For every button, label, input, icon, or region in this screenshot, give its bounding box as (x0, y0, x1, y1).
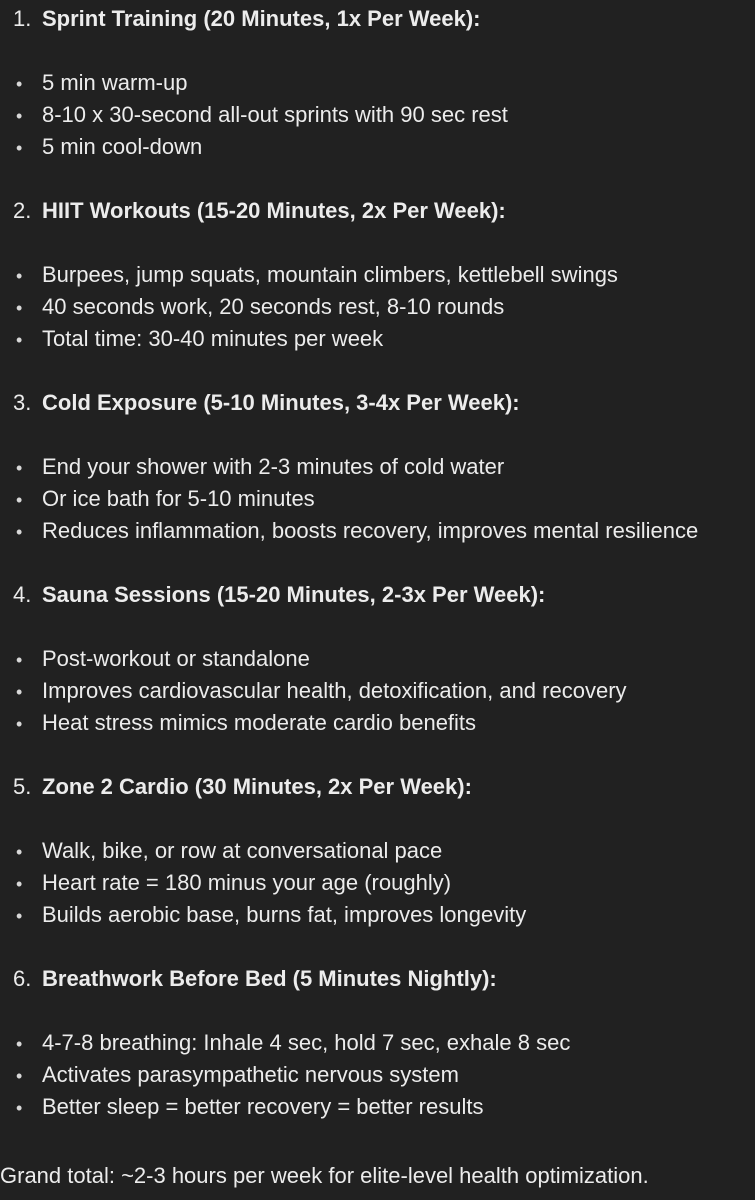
bullet-list (0, 67, 755, 163)
list-item-text: 8-10 x 30-second all-out sprints with 90 sec rest (42, 102, 508, 127)
list-item (0, 1059, 755, 1091)
bullet-dot-icon: • (16, 74, 23, 94)
list-item-text: End your shower with 2-3 minutes of cold water (42, 454, 505, 479)
list-item (0, 131, 755, 163)
list-item-text: Improves cardiovascular health, detoxification, and recovery (42, 678, 627, 703)
section-heading (0, 3, 755, 35)
section-title: HIIT Workouts (15-20 Minutes, 2x Per Week): (42, 198, 506, 223)
list-item-text: Activates parasympathetic nervous system (42, 1062, 459, 1087)
list-item (0, 451, 755, 483)
list-item-text: 5 min warm-up (42, 70, 188, 95)
list-item-text: Total time: 30-40 minutes per week (42, 326, 384, 351)
section-heading (0, 387, 755, 419)
list-item (0, 867, 755, 899)
bullet-dot-icon: • (16, 682, 23, 702)
list-item-text: Better sleep = better recovery = better results (42, 1094, 484, 1119)
list-item-text: Burpees, jump squats, mountain climbers, kettlebell swings (42, 262, 618, 287)
list-item-text: Builds aerobic base, burns fat, improves longevity (42, 902, 527, 927)
list-item (0, 291, 755, 323)
section-number: 2. (13, 198, 32, 223)
bullet-dot-icon: • (16, 842, 23, 862)
section-heading (0, 963, 755, 995)
bullet-dot-icon: • (16, 1066, 23, 1086)
list-item (0, 515, 755, 547)
bullet-dot-icon: • (16, 330, 23, 350)
bullet-dot-icon: • (16, 490, 23, 510)
bullet-dot-icon: • (16, 522, 23, 542)
list-item-text: 5 min cool-down (42, 134, 203, 159)
section-title: Breathwork Before Bed (5 Minutes Nightly): (42, 966, 497, 991)
list-item (0, 1091, 755, 1123)
section-number: 4. (13, 582, 32, 607)
section-number: 3. (13, 390, 32, 415)
bullet-dot-icon: • (16, 906, 23, 926)
section-breathwork (0, 963, 755, 1123)
list-item (0, 323, 755, 355)
list-item (0, 835, 755, 867)
section-cold-exposure (0, 387, 755, 547)
bullet-dot-icon: • (16, 266, 23, 286)
bullet-dot-icon: • (16, 874, 23, 894)
list-item (0, 707, 755, 739)
list-item-text: Walk, bike, or row at conversational pace (42, 838, 443, 863)
section-title: Zone 2 Cardio (30 Minutes, 2x Per Week): (42, 774, 472, 799)
message-content (0, 3, 755, 1155)
section-title: Cold Exposure (5-10 Minutes, 3-4x Per Week): (42, 390, 520, 415)
bullet-dot-icon: • (16, 458, 23, 478)
section-number: 6. (13, 966, 32, 991)
list-item (0, 899, 755, 931)
list-item-text: Reduces inflammation, boosts recovery, improves mental resilience (42, 518, 699, 543)
bullet-dot-icon: • (16, 1098, 23, 1118)
list-item (0, 259, 755, 291)
list-item-text: 40 seconds work, 20 seconds rest, 8-10 rounds (42, 294, 505, 319)
list-item (0, 99, 755, 131)
bullet-dot-icon: • (16, 106, 23, 126)
list-item (0, 643, 755, 675)
section-sauna-sessions (0, 579, 755, 739)
section-heading (0, 771, 755, 803)
section-heading (0, 195, 755, 227)
section-zone-2-cardio (0, 771, 755, 931)
grand-total-summary: Grand total: ~2-3 hours per week for elite-level health optimization. (0, 1163, 649, 1188)
bullet-list (0, 1027, 755, 1123)
section-hiit-workouts (0, 195, 755, 355)
list-item (0, 1027, 755, 1059)
section-number: 5. (13, 774, 32, 799)
bullet-dot-icon: • (16, 298, 23, 318)
section-number: 1. (13, 6, 32, 31)
bullet-list (0, 643, 755, 739)
list-item (0, 483, 755, 515)
list-item-text: Post-workout or standalone (42, 646, 310, 671)
list-item-text: Heat stress mimics moderate cardio benefits (42, 710, 477, 735)
section-sprint-training (0, 3, 755, 163)
section-title: Sprint Training (20 Minutes, 1x Per Week): (42, 6, 481, 31)
list-item-text: Heart rate = 180 minus your age (roughly) (42, 870, 452, 895)
list-item (0, 675, 755, 707)
bullet-list (0, 259, 755, 355)
bullet-dot-icon: • (16, 714, 23, 734)
bullet-dot-icon: • (16, 138, 23, 158)
list-item-text: Or ice bath for 5-10 minutes (42, 486, 315, 511)
bullet-list (0, 451, 755, 547)
bullet-list (0, 835, 755, 931)
bullet-dot-icon: • (16, 1034, 23, 1054)
list-item-text: 4-7-8 breathing: Inhale 4 sec, hold 7 sec, exhale 8 sec (42, 1030, 571, 1055)
section-title: Sauna Sessions (15-20 Minutes, 2-3x Per Week): (42, 582, 546, 607)
list-item (0, 67, 755, 99)
bullet-dot-icon: • (16, 650, 23, 670)
section-heading (0, 579, 755, 611)
